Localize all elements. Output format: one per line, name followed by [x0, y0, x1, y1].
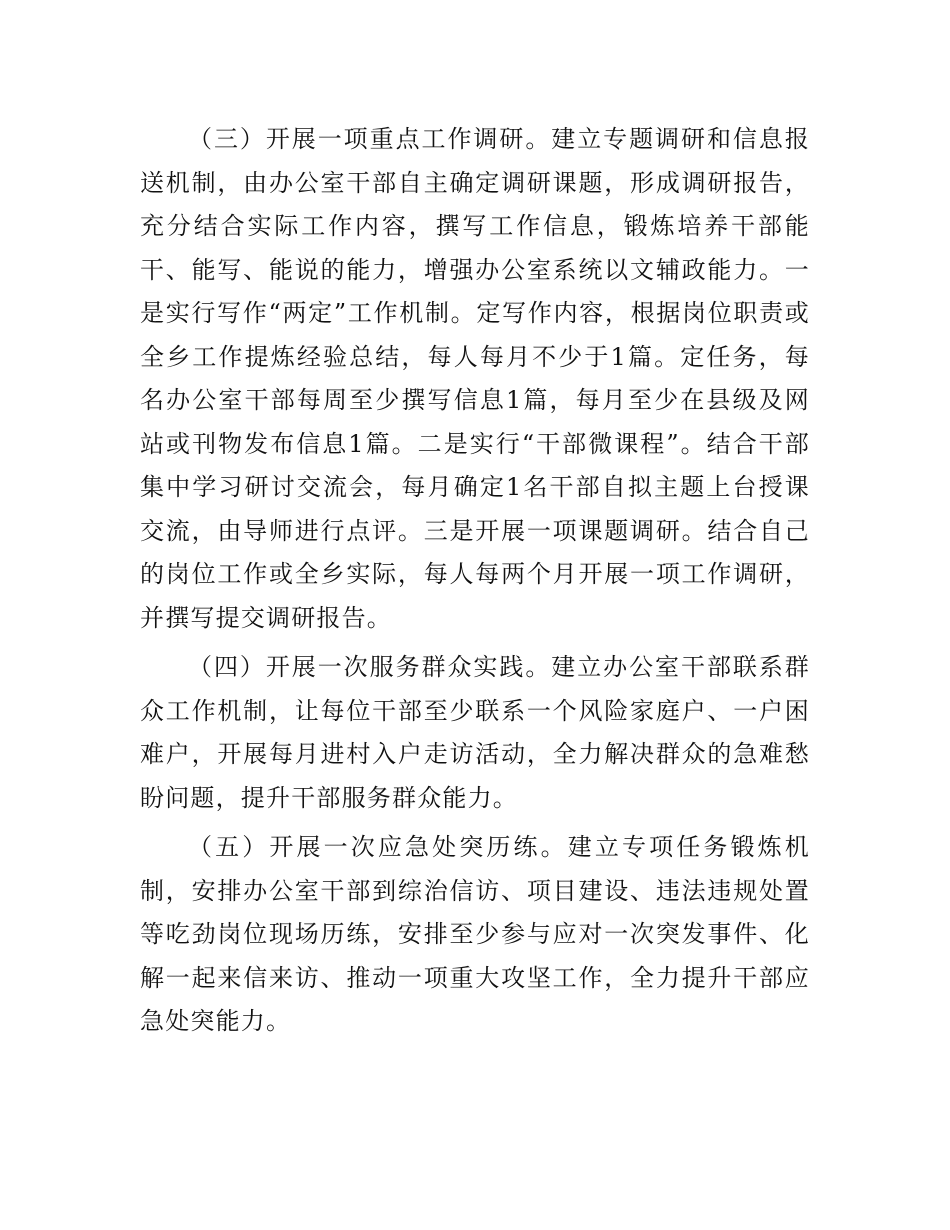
paragraph-section-3: （三）开展一项重点工作调研。建立专题调研和信息报送机制，由办公室干部自主确定调研课题，形成调研报告，充分结合实际工作内容，撰写工作信息，锻炼培养干部能干、能写、能说的能力，增强办公室系统以文辅政能力。一是实行写作“两定”工作机制。定写作内容，根据岗位职责或全乡工作提炼经验总结，每人每月不少于1篇。定任务，每名办公室干部每周至少撰写信息1篇，每月至少在县级及网站或刊物发布信息1篇。二是实行“干部微课程”。结合干部集中学习研讨交流会，每月确定1名干部自拟主题上台授课交流，由导师进行点评。三是开展一项课题调研。结合自己的岗位工作或全乡实际，每人每两个月开展一项工作调研，并撰写提交调研报告。	[140, 125, 810, 632]
paragraph-section-5: （五）开展一次应急处突历练。建立专项任务锻炼机制，安排办公室干部到综治信访、项目建设、违法违规处置等吃劲岗位现场历练，安排至少参与应对一次突发事件、化解一起来信来访、推动一项重大攻坚工作，全力提升干部应急处突能力。	[140, 833, 810, 1035]
paragraph-section-4: （四）开展一次服务群众实践。建立办公室干部联系群众工作机制，让每位干部至少联系一个风险家庭户、一户困难户，开展每月进村入户走访活动，全力解决群众的急难愁盼问题，提升干部服务群众能力。	[140, 653, 810, 812]
document-body	[140, 118, 810, 1044]
